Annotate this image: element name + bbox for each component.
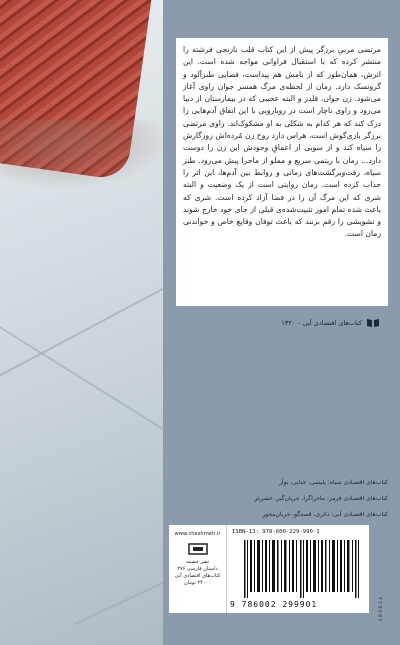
spine-code: 1 8 9 6 3 4	[379, 597, 384, 622]
blurb-box	[176, 38, 388, 306]
series-line-black: کتاب‌های اقتصادی سیاه: پلیسی، جنایی، نوآر	[279, 479, 388, 486]
cheshmeh-logo-icon	[188, 542, 208, 556]
publisher-logo-panel	[169, 525, 227, 613]
publisher-name: نشر چشمه	[185, 559, 210, 565]
barcode-icon	[244, 540, 362, 598]
series-line-red: کتاب‌های اقتصادی قرمز: ماجراگرا، جریان‌گیر، خشن‌ثر	[254, 495, 388, 502]
barcode-number: 9 786002 299901	[230, 600, 318, 609]
isbn-text: ISBN-13: 978-600-229-990-1	[232, 529, 320, 535]
publisher-line-text: کتاب‌های اقتصادی آبی – ۱۳۲۰	[281, 319, 362, 327]
price: ۲۴۰۰۰ تومان	[184, 580, 211, 586]
book-icon	[366, 318, 380, 328]
publisher-url: www.cheshmeh.ir	[174, 531, 221, 537]
publisher-series-number: داستان فارسی ۲۷۶	[177, 566, 218, 572]
publisher-series-name: کتاب‌های اقتصادی آبی	[174, 573, 221, 579]
blurb-text: مرتضی مربیِ برزگر پیش از این کتاب قلب نارنجی فرشته را منتشر کرده که با استقبال فراوانی مواجه شده است. این اثرش، همان‌طور که از نامش هم پیداست، فضایی طنزآلود و گروتسک دارد. رمان از لحظه‌ی مرگ همسر جوان راوی آغاز می‌شود. زن جوان، قلدر و البته عجیبی که در بیمارستان از دنیا می‌رود و راوی ناچار است در رویارویی با این اتفاق آدم‌هایی را درک کند که هر کدام به شکلی به او مشکوک‌اند. راوی مرتضی برزگر بازی‌گوش است، هراس دارد روح زن مُرده‌اش روزگارش را سیاه کند و از سویی از اعماقِ وجودش این زن را دوست دارد... رمان با ریتمی سریع و مملو از ماجرا پیش می‌رود. طنز سیاه، رفت‌وبرگشت‌های زمانی و روابط بین آدم‌ها، این اثر را جذاب کرده است. رمان روایتی است از یک وضعیت و البته شری که این مرگ آن را در فضا آزاد کرده است. شری که باعث شده تمام امور تثبیت‌شده‌ی قبلی از جای خود خارج شوند و تشویشی را رقم بزنند که باعث توفان وقایع خاص و خواندنی رمان است.	[183, 45, 381, 239]
series-line-blue: کتاب‌های اقتصادی آبی: ذائری، قصه‌گو، جریان‌محور	[262, 511, 388, 518]
publisher-info	[175, 559, 221, 587]
rug-shadow	[0, 120, 170, 190]
publisher-line	[230, 316, 380, 330]
